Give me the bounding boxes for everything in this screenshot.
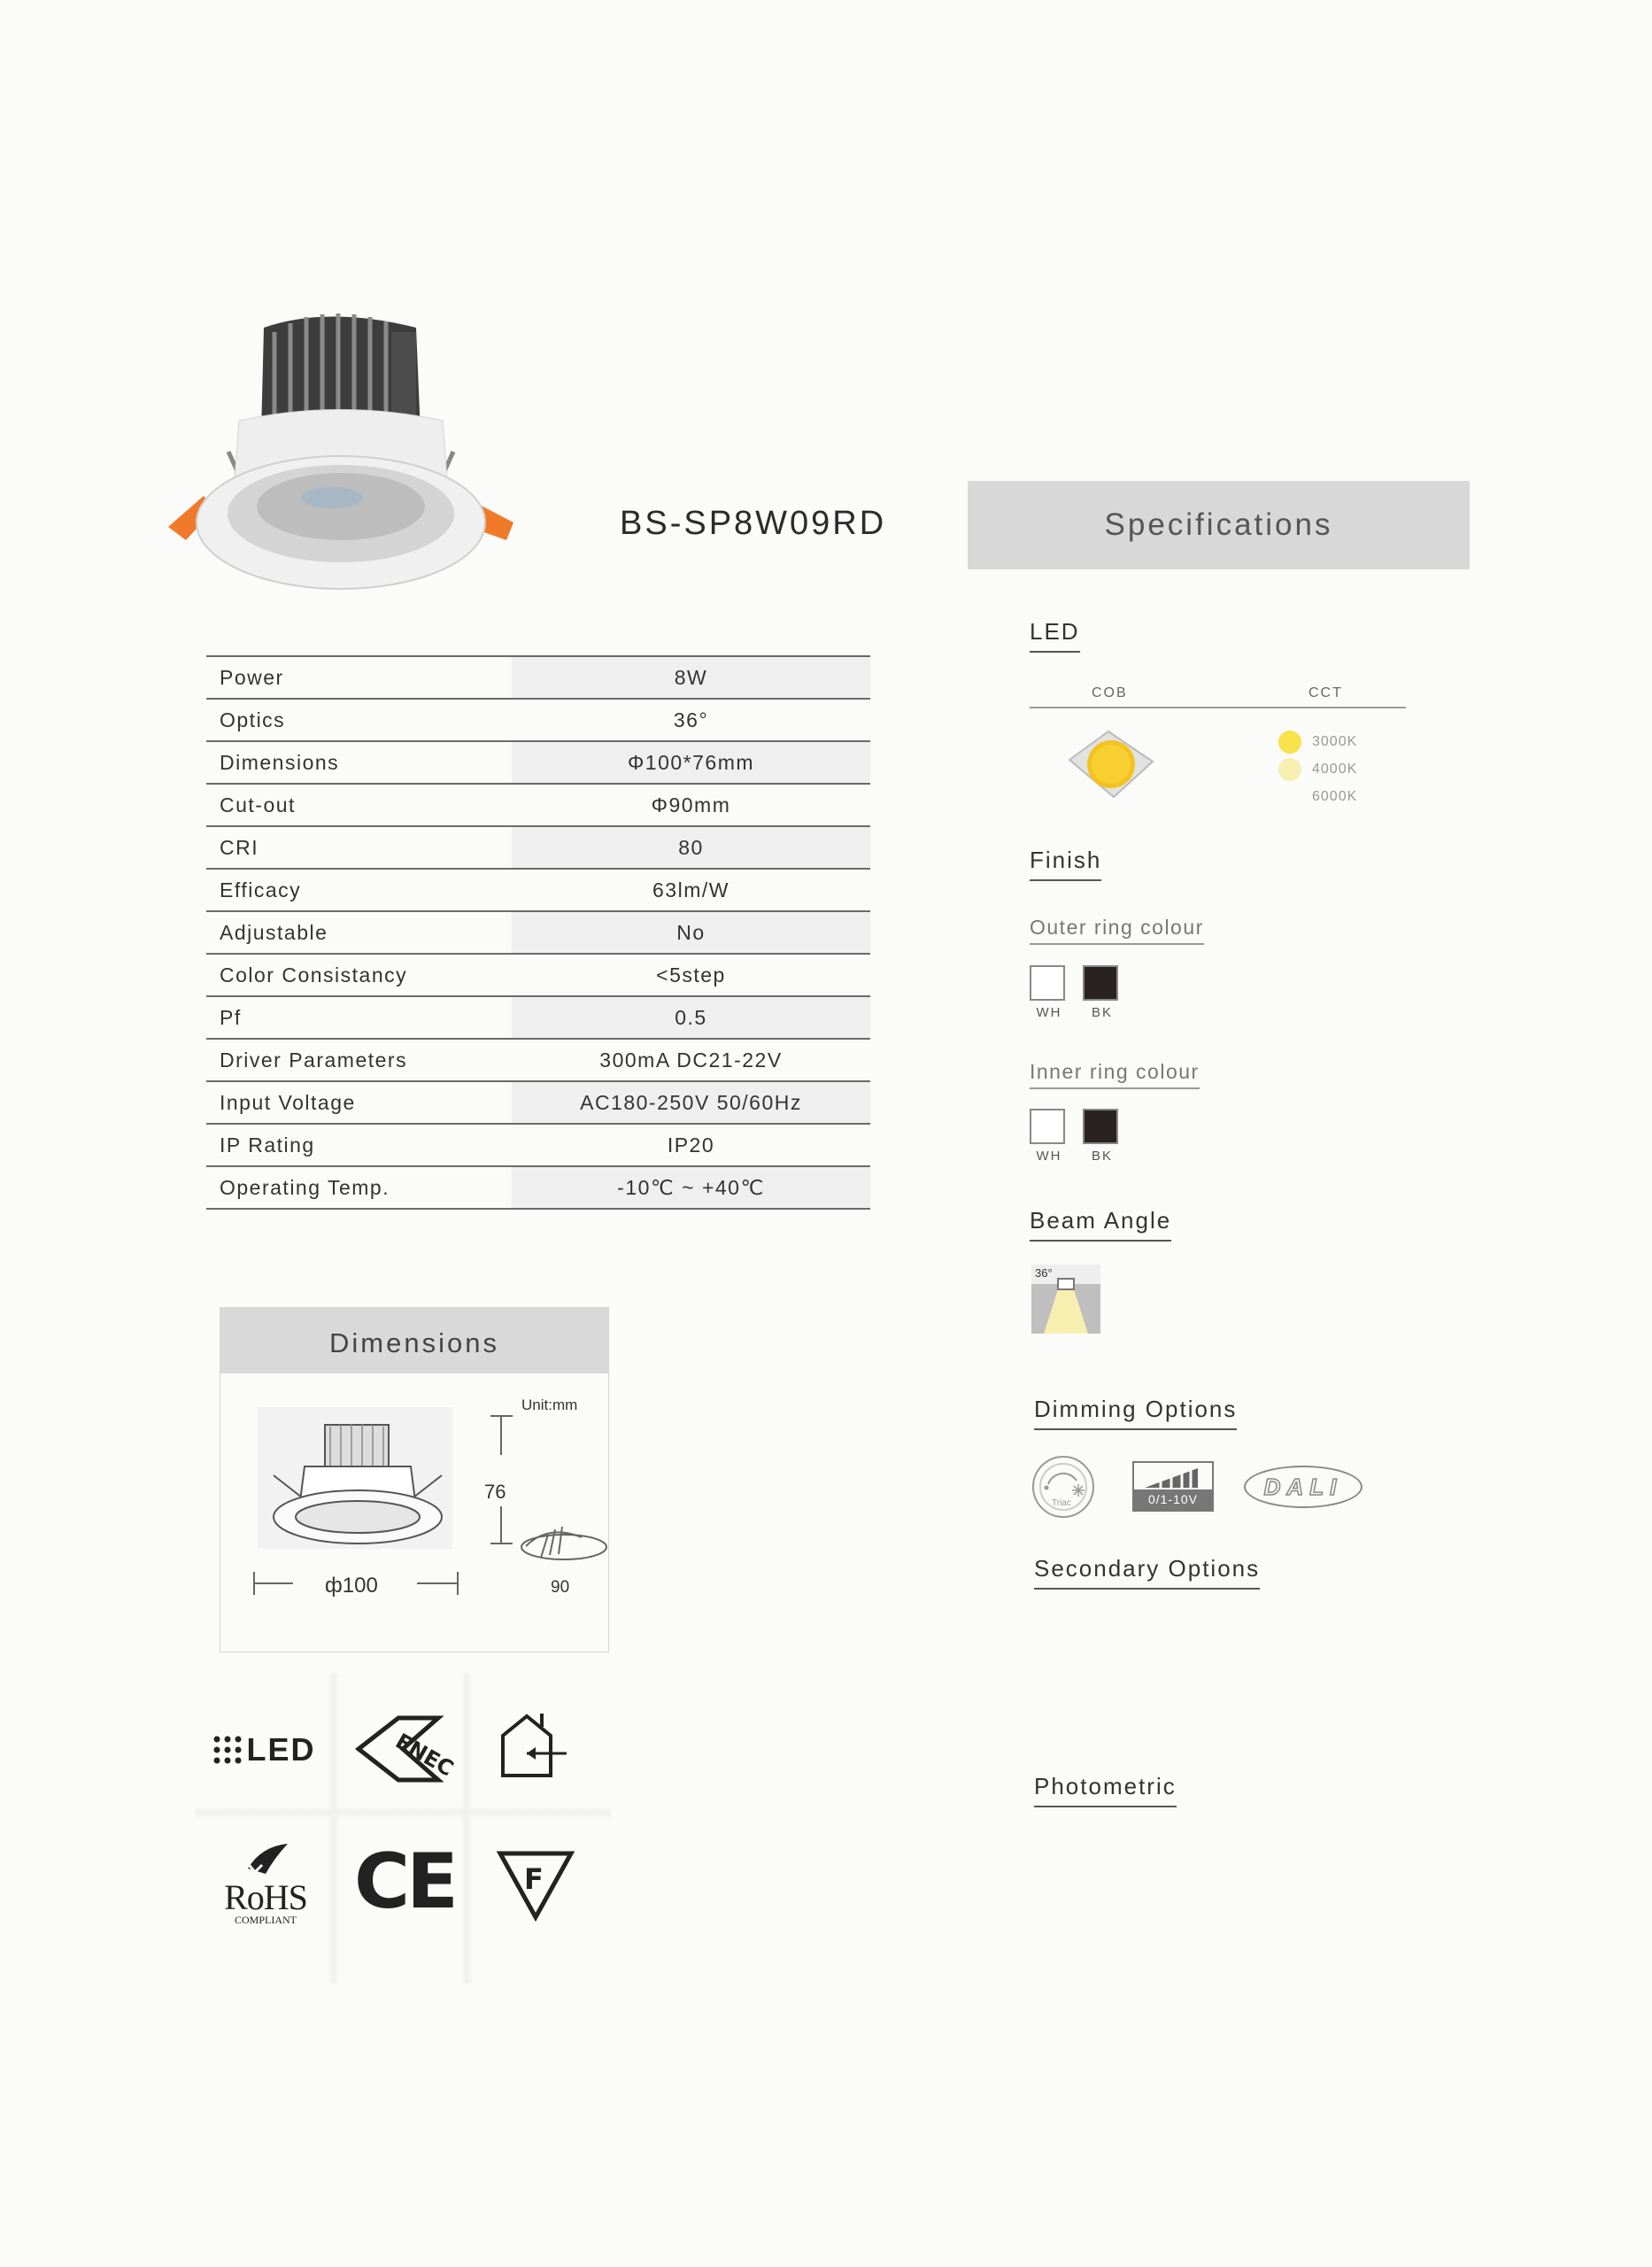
led-dots-icon bbox=[212, 1735, 243, 1765]
spec-table bbox=[206, 655, 870, 1210]
f-mark-text: F bbox=[524, 1862, 544, 1896]
finish-swatch bbox=[1030, 965, 1069, 1020]
beam-angle-title: Beam Angle bbox=[1030, 1207, 1171, 1242]
spec-row bbox=[206, 656, 870, 699]
model-name: BS-SP8W09RD bbox=[620, 505, 887, 542]
ce-logo: CE bbox=[354, 1838, 455, 1926]
swatch-color bbox=[1030, 965, 1065, 1001]
cct-option-label: 4000K bbox=[1312, 761, 1358, 777]
cob-chip-icon bbox=[1062, 724, 1160, 804]
cct-options bbox=[1278, 728, 1357, 810]
cutout-value: 90 bbox=[551, 1578, 570, 1597]
secondary-options-title: Secondary Options bbox=[1034, 1555, 1260, 1590]
enec-logo-text: ENEC bbox=[391, 1728, 459, 1782]
spec-key: Dimensions bbox=[206, 741, 512, 784]
led-table-divider bbox=[1030, 707, 1406, 708]
inner-ring-title: Inner ring colour bbox=[1030, 1060, 1200, 1089]
swatch-label: BK bbox=[1091, 1149, 1113, 1164]
spec-key: Efficacy bbox=[206, 869, 512, 911]
cct-color-dot bbox=[1278, 731, 1301, 754]
cct-option-label: 3000K bbox=[1312, 733, 1358, 749]
spec-key: Input Voltage bbox=[206, 1081, 512, 1124]
analog-dimming-icon bbox=[1132, 1461, 1214, 1512]
spec-row bbox=[206, 1166, 870, 1209]
spec-value: Φ90mm bbox=[512, 784, 870, 826]
spec-row bbox=[206, 784, 870, 826]
specifications-header: Specifications bbox=[968, 481, 1470, 569]
rohs-logo-subtext: COMPLIANT bbox=[234, 1914, 297, 1926]
spec-value: No bbox=[512, 911, 870, 954]
swatch-label: WH bbox=[1036, 1005, 1062, 1020]
spec-value: 63lm/W bbox=[512, 869, 870, 911]
finish-section-title: Finish bbox=[1030, 847, 1101, 881]
spec-row bbox=[206, 911, 870, 954]
dimming-options-title: Dimming Options bbox=[1034, 1396, 1237, 1430]
swatch-color bbox=[1030, 1109, 1065, 1144]
spec-value: <5step bbox=[512, 954, 870, 996]
spec-value: IP20 bbox=[512, 1124, 870, 1166]
photometric-title: Photometric bbox=[1034, 1773, 1177, 1807]
rohs-logo-text: RoHS bbox=[224, 1877, 307, 1917]
f-mark-logo bbox=[496, 1846, 575, 1922]
led-section-title: LED bbox=[1030, 618, 1080, 653]
spec-row bbox=[206, 826, 870, 869]
diameter-value: ф100 bbox=[325, 1574, 378, 1598]
signal-bars-icon bbox=[1134, 1463, 1212, 1489]
spec-row bbox=[206, 869, 870, 911]
finish-swatch bbox=[1083, 1109, 1122, 1164]
dali-logo bbox=[1244, 1466, 1363, 1508]
beam-angle-icon bbox=[1031, 1265, 1100, 1334]
outer-ring-title: Outer ring colour bbox=[1030, 916, 1204, 945]
spec-value: 8W bbox=[512, 656, 870, 699]
cct-option bbox=[1278, 755, 1357, 783]
spec-value: AC180-250V 50/60Hz bbox=[512, 1081, 870, 1124]
certifications-grid bbox=[195, 1674, 611, 1984]
swatch-color bbox=[1083, 965, 1118, 1001]
spec-value: Φ100*76mm bbox=[512, 741, 870, 784]
spec-key: Driver Parameters bbox=[206, 1039, 512, 1081]
spec-key: IP Rating bbox=[206, 1124, 512, 1166]
dali-logo-text: DALI bbox=[1263, 1474, 1343, 1500]
rohs-logo bbox=[217, 1842, 314, 1927]
finish-swatch bbox=[1030, 1109, 1069, 1164]
finish-swatch bbox=[1083, 965, 1122, 1020]
spec-value: 36° bbox=[512, 699, 870, 741]
led-logo-text: LED bbox=[246, 1731, 316, 1768]
cct-option-label: 6000K bbox=[1312, 788, 1358, 804]
swatch-color bbox=[1083, 1109, 1118, 1144]
cct-option bbox=[1278, 728, 1357, 755]
triac-icon bbox=[1032, 1456, 1094, 1518]
swatch-label: WH bbox=[1036, 1149, 1062, 1164]
outer-ring-swatches bbox=[1030, 965, 1136, 1020]
spec-row bbox=[206, 954, 870, 996]
spec-key: Pf bbox=[206, 996, 512, 1039]
swatch-label: BK bbox=[1091, 1005, 1113, 1020]
inner-ring-swatches bbox=[1030, 1109, 1136, 1164]
spec-value: -10℃ ~ +40℃ bbox=[512, 1166, 870, 1209]
spec-row bbox=[206, 741, 870, 784]
enec-logo bbox=[350, 1714, 459, 1784]
spec-key: Adjustable bbox=[206, 911, 512, 954]
analog-dimming-label: 0/1-10V bbox=[1134, 1489, 1212, 1510]
spec-key: Power bbox=[206, 656, 512, 699]
spec-row bbox=[206, 1039, 870, 1081]
spec-key: CRI bbox=[206, 826, 512, 869]
height-value: 76 bbox=[484, 1481, 506, 1503]
spec-row bbox=[206, 996, 870, 1039]
cct-option bbox=[1278, 783, 1357, 810]
cct-color-dot bbox=[1278, 758, 1301, 781]
spec-value: 0.5 bbox=[512, 996, 870, 1039]
spec-row bbox=[206, 1124, 870, 1166]
spec-value: 300mA DC21-22V bbox=[512, 1039, 870, 1081]
spec-key: Optics bbox=[206, 699, 512, 741]
led-logo bbox=[212, 1731, 315, 1768]
spec-row bbox=[206, 1081, 870, 1124]
spec-key: Operating Temp. bbox=[206, 1166, 512, 1209]
spec-key: Color Consistancy bbox=[206, 954, 512, 996]
cob-label: COB bbox=[1092, 685, 1128, 700]
product-image bbox=[151, 301, 531, 611]
unit-label: Unit:mm bbox=[521, 1397, 578, 1413]
dimensions-panel bbox=[220, 1307, 609, 1652]
spec-key: Cut-out bbox=[206, 784, 512, 826]
spec-row bbox=[206, 699, 870, 741]
indoor-use-icon bbox=[496, 1709, 571, 1780]
beam-angle-value: 36° bbox=[1035, 1266, 1053, 1280]
spec-value: 80 bbox=[512, 826, 870, 869]
cct-color-dot bbox=[1278, 785, 1301, 809]
dimensions-title: Dimensions bbox=[220, 1308, 608, 1373]
dimension-drawing bbox=[220, 1373, 608, 1652]
cct-label: CCT bbox=[1308, 685, 1343, 700]
triac-label: Triac bbox=[1052, 1498, 1071, 1508]
leaf-check-icon bbox=[239, 1842, 292, 1877]
